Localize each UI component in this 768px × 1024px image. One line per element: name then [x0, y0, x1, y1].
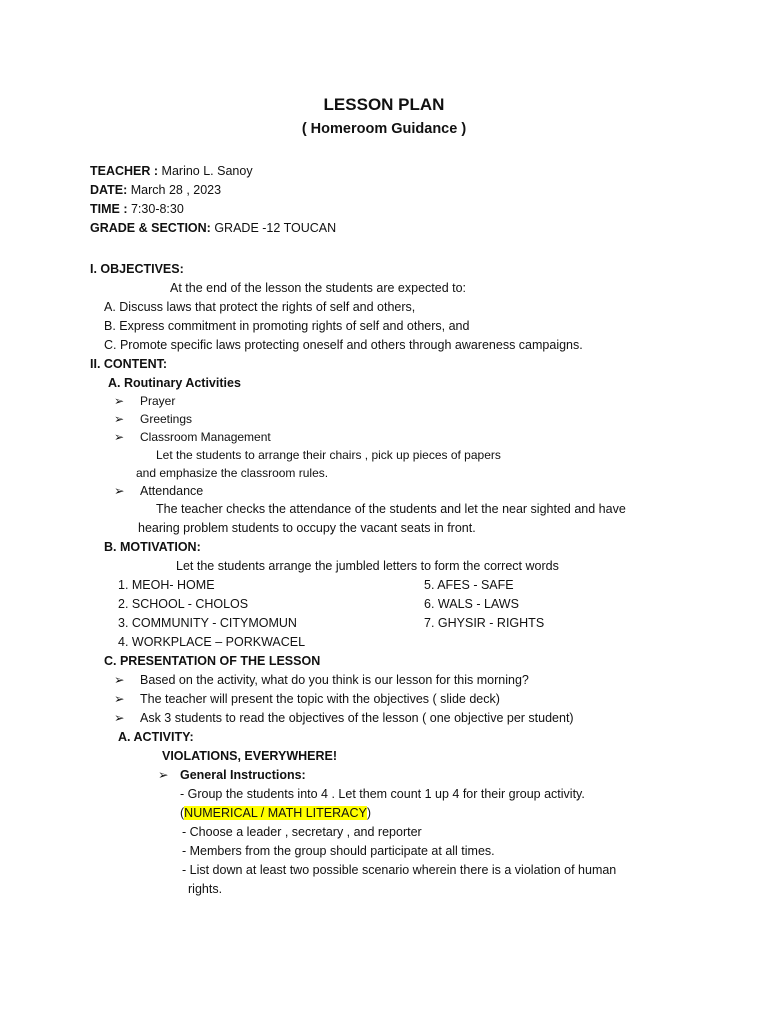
time-line: [90, 200, 184, 219]
teacher-value: Marino L. Sanoy: [161, 164, 253, 178]
list-item: ➢ Attendance: [114, 482, 203, 501]
teacher-line: [90, 162, 253, 181]
list-item: ➢ Prayer: [114, 392, 175, 411]
presentation-heading: C. PRESENTATION OF THE LESSON: [104, 654, 321, 668]
date-label: DATE:: [90, 183, 128, 197]
time-label: TIME :: [90, 202, 128, 216]
general-instructions-heading: ➢ General Instructions:: [158, 766, 306, 785]
motivation-heading: B. MOTIVATION:: [104, 540, 201, 554]
instruction-line: - List down at least two possible scenario wherein there is a violation of human: [182, 863, 617, 877]
instruction-line: rights.: [188, 882, 223, 896]
word-item: 4. WORKPLACE – PORKWACEL: [118, 635, 306, 649]
routinary-heading: A. Routinary Activities: [108, 376, 241, 390]
word-item: 2. SCHOOL - CHOLOS: [118, 597, 249, 611]
activity-heading: A. ACTIVITY:: [118, 730, 194, 744]
list-item: ➢ Based on the activity, what do you think is our lesson for this morning?: [114, 671, 529, 690]
objectives-heading: I. OBJECTIVES:: [90, 262, 184, 276]
attendance-desc: hearing problem students to occupy the vacant seats in front.: [138, 521, 476, 535]
word-item: 6. WALS - LAWS: [424, 597, 519, 611]
objectives-intro: At the end of the lesson the students are expected to:: [170, 281, 467, 295]
arrow-bullet-icon: ➢: [114, 673, 125, 687]
grade-line: [90, 219, 336, 238]
motivation-intro: Let the students arrange the jumbled letters to form the correct words: [176, 559, 559, 573]
classroom-desc: and emphasize the classroom rules.: [136, 466, 329, 480]
grade-label: GRADE & SECTION:: [90, 221, 211, 235]
arrow-bullet-icon: ➢: [114, 394, 125, 408]
objective-item: C. Promote specific laws protecting oneself and others through awareness campaigns.: [104, 338, 583, 352]
highlighted-literacy-tag: NUMERICAL / MATH LITERACY: [184, 806, 367, 820]
instruction-line: - Choose a leader , secretary , and reporter: [182, 825, 422, 839]
time-value: 7:30-8:30: [130, 202, 184, 216]
content-heading: II. CONTENT:: [90, 357, 168, 371]
arrow-bullet-icon: ➢: [114, 412, 125, 426]
attendance-desc: The teacher checks the attendance of the students and let the near sighted and have: [156, 502, 626, 516]
instruction-line: - Members from the group should participate at all times.: [182, 844, 495, 858]
arrow-bullet-icon: ➢: [114, 484, 125, 498]
classroom-desc: Let the students to arrange their chairs , pick up pieces of papers: [156, 448, 501, 462]
grade-value: GRADE -12 TOUCAN: [214, 221, 337, 235]
objective-item: B. Express commitment in promoting rights of self and others, and: [104, 319, 470, 333]
list-item: ➢ Greetings: [114, 410, 192, 429]
list-item: ➢ The teacher will present the topic with the objectives ( slide deck): [114, 690, 500, 709]
date-line: [90, 181, 221, 200]
objective-item: A. Discuss laws that protect the rights of self and others,: [104, 300, 416, 314]
page-title: LESSON PLAN: [323, 95, 445, 114]
date-value: March 28 , 2023: [130, 183, 222, 197]
activity-title: VIOLATIONS, EVERYWHERE!: [162, 749, 338, 763]
word-item: 5. AFES - SAFE: [424, 578, 514, 592]
instruction-line: - Group the students into 4 . Let them count 1 up 4 for their group activity.: [180, 787, 585, 801]
teacher-label: TEACHER :: [90, 164, 159, 178]
arrow-bullet-icon: ➢: [114, 430, 125, 444]
list-item: ➢ Classroom Management: [114, 428, 271, 447]
word-item: 1. MEOH- HOME: [118, 578, 215, 592]
word-item: 3. COMMUNITY - CITYMOMUN: [118, 616, 297, 630]
list-item: ➢ Ask 3 students to read the objectives of the lesson ( one objective per student): [114, 709, 574, 728]
literacy-line: (NUMERICAL / MATH LITERACY): [180, 806, 372, 820]
arrow-bullet-icon: ➢: [114, 692, 125, 706]
arrow-bullet-icon: ➢: [114, 711, 125, 725]
word-item: 7. GHYSIR - RIGHTS: [424, 616, 545, 630]
page-subtitle: ( Homeroom Guidance ): [301, 121, 467, 137]
arrow-bullet-icon: ➢: [158, 768, 169, 782]
